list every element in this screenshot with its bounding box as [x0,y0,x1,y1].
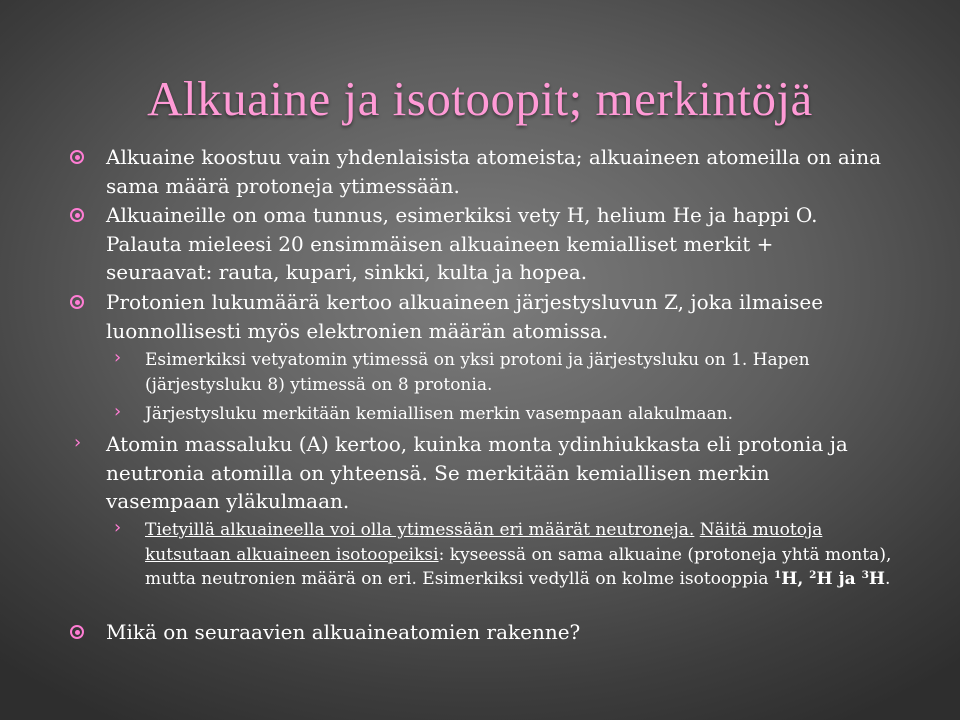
mass-number: 2 [809,569,817,582]
arrow-bullet-icon: › [114,347,122,368]
bullet-text: Protonien lukumäärä kertoo alkuaineen järjestysluvun Z, joka ilmaisee luonnollisesti myös elektronien määrän atomissa. [106,290,824,343]
plain-text: . [884,569,891,589]
ring-bullet-icon [70,625,84,639]
plain-text: : kyseessä on sama alkuaine (protoneja yhtä monta), mutta neutronien määrä on eri. Esimerkiksi vedyllä on kolme isotooppia [145,544,892,589]
bullet-text: Alkuaineille on oma tunnus, esimerkiksi vety H, helium He ja happi O. Palauta mieleesi 20 ensimmäisen alkuaineen kemialliset merkit + seuraavat: rauta, kupari, sinkki, kulta ja hopea. [106,203,818,284]
element-symbol: H ja [816,569,856,589]
element-symbol: H, [781,569,804,589]
ring-bullet-icon [70,208,84,222]
ring-bullet-icon [70,150,84,164]
element-symbol: H [868,569,885,589]
arrow-bullet-icon: › [114,517,122,538]
sub-bullet-isotopes [145,518,905,592]
sub-bullet-text: Esimerkiksi vetyatomin ytimessä on yksi protoni ja järjestysluku on 1. Hapen (järjestysluku 8) ytimessä on 8 protonia. [145,350,810,395]
arrow-bullet-icon: › [74,432,82,453]
slide-title: Alkuaine ja isotoopit; merkintöjä [147,71,813,126]
isotope-notation [774,569,885,589]
sub-bullet-text: Järjestysluku merkitään kemiallisen merkin vasempaan alakulmaan. [145,404,734,424]
arrow-bullet-icon: › [114,401,122,422]
bullet-text: Alkuaine koostuu vain yhdenlaisista atomeista; alkuaineen atomeilla on aina sama määrä protoneja ytimessään. [106,145,881,198]
ring-bullet-icon [70,295,84,309]
underlined-text: Näitä muotoja kutsutaan alkuaineen isotoopeiksi [145,520,823,565]
underlined-text: Tietyillä alkuaineella voi olla ytimessään eri määrät neutroneja. [145,520,695,540]
mass-number: 1 [773,569,782,582]
mass-number: 3 [861,569,869,582]
bullet-text: Mikä on seuraavien alkuaineatomien rakenne? [106,620,581,644]
bullet-text: Atomin massaluku (A) kertoo, kuinka monta ydinhiukkasta eli protonia ja neutronia atomilla on yhteensä. Se merkitään kemiallisen merkin vasempaan yläkulmaan. [106,432,848,513]
